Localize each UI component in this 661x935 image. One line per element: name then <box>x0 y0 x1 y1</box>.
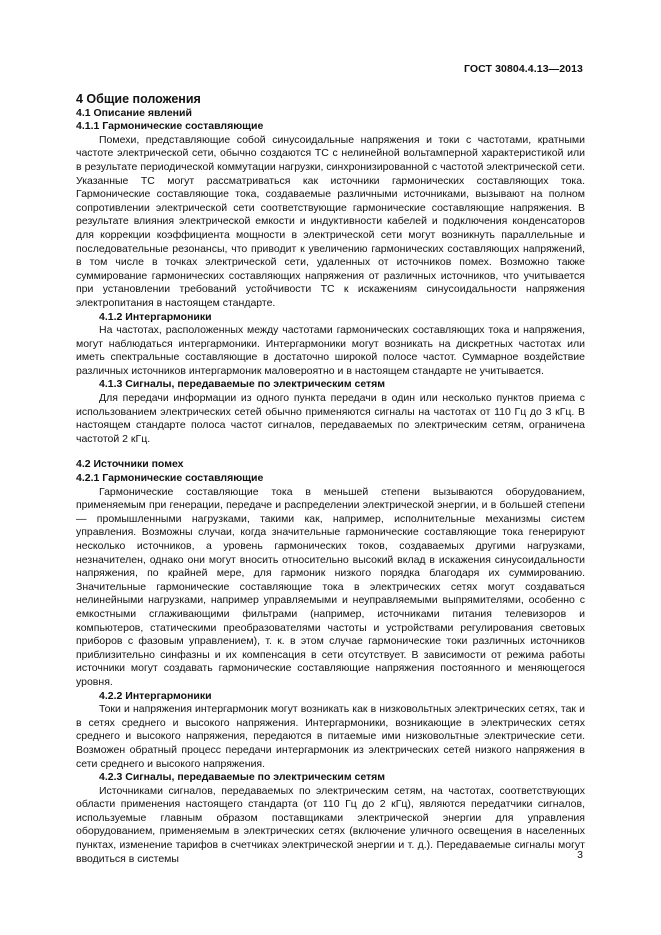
section-4-2-1-text: Гармонические составляющие тока в меньшей степени вызываются оборудованием, применяемым при генерации, передаче и распределении электрической энергии, и в большей степени — промышленными нагрузками, такими как, например, исполнительные механизмы систем управления. Возможны случаи, когда значительные гармонические составляющие тока генерируют несколько источников, а уровень гармонических токов, создаваемых другими нагрузками, незначителен, однако они могут вносить относительно высокий вклад в искажения синусоидальности напряжения, по крайней мере, для гармоник низкого порядка благодаря их суммированию. Значительные гармонические составляющие тока в электрических сетях могут создаваться нелинейными нагрузками, например управляемыми и неуправляемыми выпрямителями, особенно с емкостными сглаживающими фильтрами (например, источниками питания телевизоров и компьютеров, статическими преобразователями частоты и устройствами регулирования световых приборов с фазовым управлением), т. к. в этом случае гармонические токи различных источников приблизительно синфазны и их компенсация в сети отсутствует. В зависимости от режима работы источники могут создавать гармонические составляющие напряжения постоянного и меняющегося уровня. <box>76 485 585 688</box>
section-gap <box>76 446 585 458</box>
section-4-2-1-title: 4.2.1 Гармонические составляющие <box>76 472 264 485</box>
standard-header: ГОСТ 30804.4.13—2013 <box>463 63 583 75</box>
section-4-title: 4 Общие положения <box>76 92 201 106</box>
section-4-1-title: 4.1 Описание явлений <box>76 106 192 119</box>
page-number: 3 <box>577 849 583 861</box>
section-4-2-3-text: Источниками сигналов, передаваемых по электрическим сетям, на частотах, соответствующих области применения настоящего стандарта (от 110 Гц до 2 кГц), являются передатчики сигналов, используемые главным образом поставщиками электрической энергии для управления оборудованием, применяемым в электрических сетях (включение уличного освещения в населенных пунктах, изменение тарифов в счетчиках электрической энергии и т. д.). Передаваемые сигналы могут вводиться в системы <box>76 784 585 865</box>
section-4-1-1-text: Помехи, представляющие собой синусоидальные напряжения и токи с частотами, кратными частоте электрической сети, обычно создаются ТС с нелинейной вольтамперной характеристикой или в результате периодической коммутации нагрузки, синхронизированной с частотой электрической сети. Указанные ТС могут рассматриваться как источники гармонических составляющих тока. Гармонические составляющие тока, создаваемые различными источниками, вызывают на полном сопротивлении электрической сети соответствующие гармонические составляющие напряжения. В результате влияния электрической емкости и индуктивности кабелей и подключения конденсаторов для коррекции коэффициента мощности в электрической сети могут возникнуть параллельные и последовательные резонансы, что приводит к увеличению гармонических составляющих напряжений, в том числе в точках электрической сети, удаленных от источников помех. Возможно также суммирование гармонических составляющих напряжения от различных источников, что учитывается при установлении требований устойчивости ТС к искажениям синусоидальности напряжения электропитания в настоящем стандарте. <box>76 133 585 309</box>
section-4-1-1-title: 4.1.1 Гармонические составляющие <box>76 120 264 133</box>
section-4-1-2-title: 4.1.2 Интергармоники <box>99 310 212 323</box>
section-4-1-3-text: Для передачи информации из одного пункта передачи в один или несколько пунктов приема с использованием электрических сетей обычно применяются сигналы на частотах от 110 Гц до 3 кГц. В настоящем стандарте полоса частот сигналов, передаваемых по электрическим сетям, ограничена частотой 2 кГц. <box>76 392 585 445</box>
section-4-2-2-text: Токи и напряжения интергармоник могут возникать как в низковольтных электрических сетях, так и в сетях среднего и высокого напряжения. Интергармоники, возникающие в электрических сетях среднего и высокого напряжения, передаются в питаемые ими низковольтные электрические сети. Возможен обратный процесс передачи интергармоник из электрических сетей низкого напряжения в сети среднего и высокого напряжения. <box>76 703 585 770</box>
document-body <box>76 93 585 866</box>
section-4-1-3-title: 4.1.3 Сигналы, передаваемые по электрическим сетям <box>99 378 386 391</box>
section-4-1-2-text: На частотах, расположенных между частотами гармонических составляющих тока и напряжения, могут наблюдаться интергармоники. Интергармоники могут возникать на дискретных частотах или иметь спектральные составляющие в достаточно широкой полосе частот. Суммарное воздействие различных источников интергармоник маловероятно и в настоящем стандарте не учитывается. <box>76 324 585 377</box>
section-4-2-3-title: 4.2.3 Сигналы, передаваемые по электрическим сетям <box>99 771 386 784</box>
section-4-2-title: 4.2 Источники помех <box>76 458 184 471</box>
section-4-2-2-title: 4.2.2 Интергармоники <box>99 689 212 702</box>
